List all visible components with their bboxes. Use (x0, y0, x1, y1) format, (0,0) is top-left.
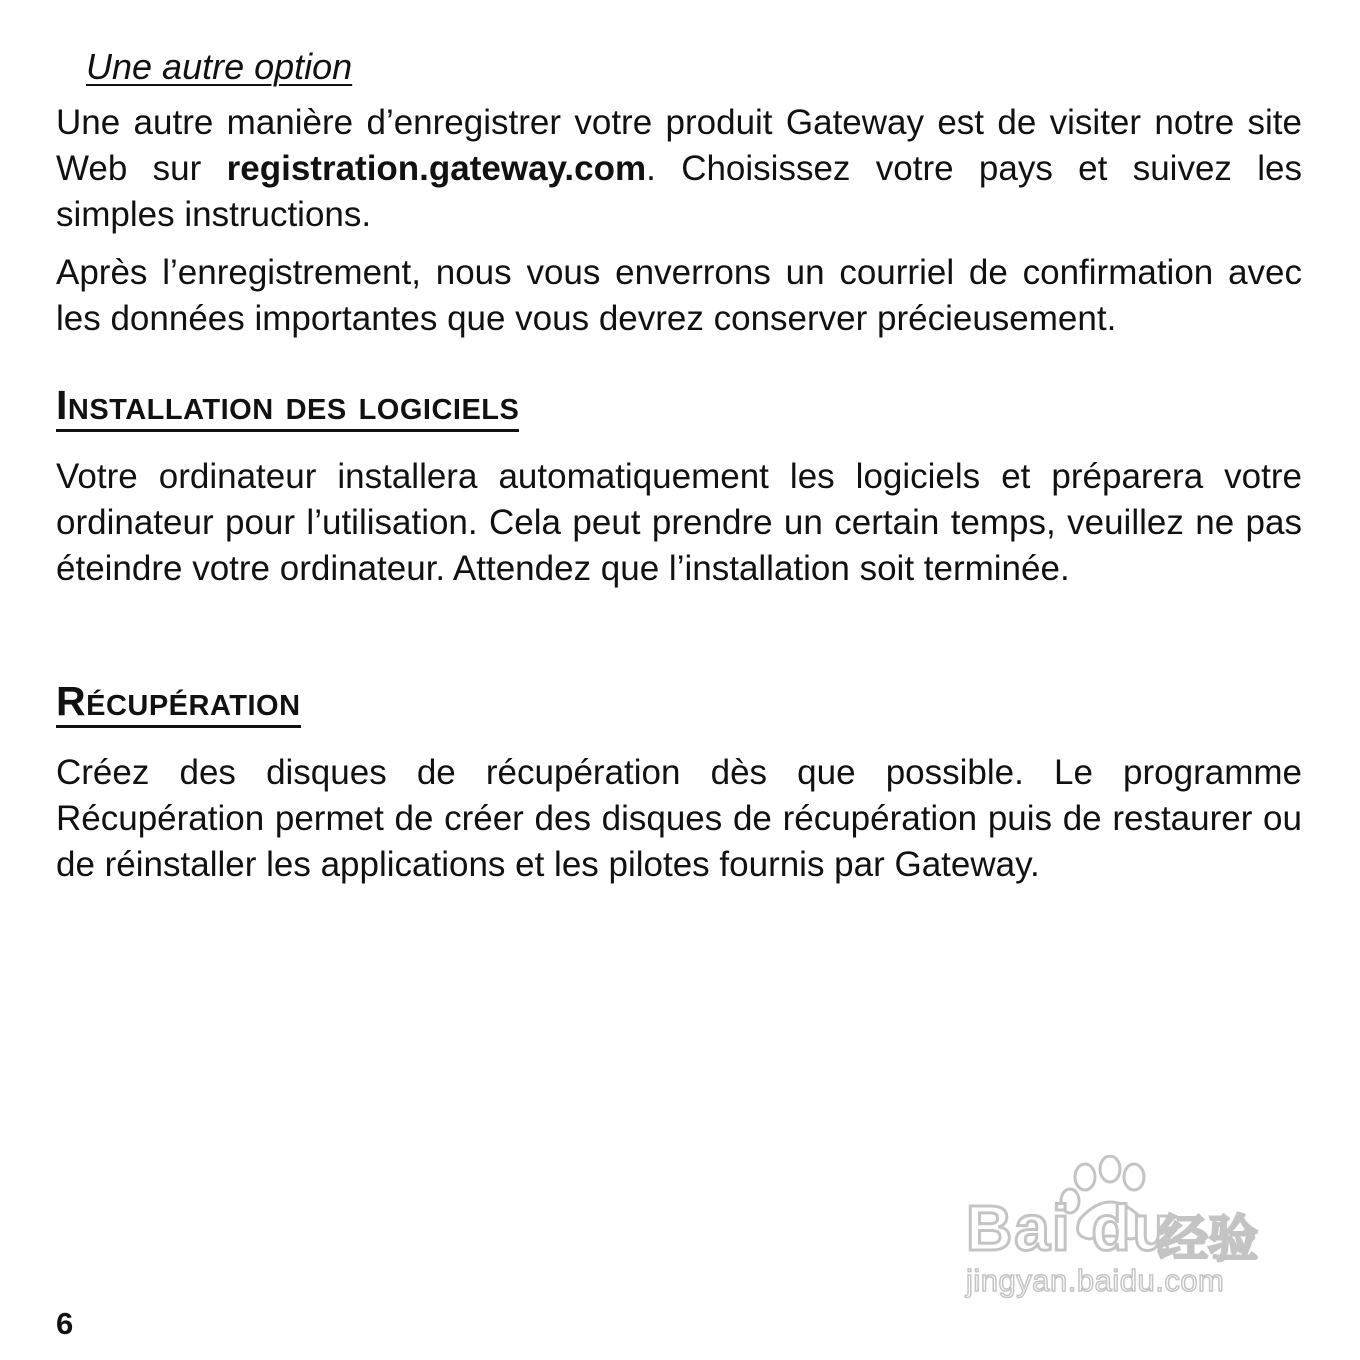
section-title-software-install: Installation des logiciels (56, 382, 519, 432)
registration-text-end: . Choisissez votre pays et suivez les simples instructions. (56, 149, 1302, 234)
option-subheading: Une autre option (86, 46, 353, 87)
page-number: 6 (56, 1306, 74, 1341)
registration-text-start: Une autre manière d’enregistrer votre produit Gateway est de visiter notre site Web sur (56, 103, 1302, 188)
recovery-paragraph: Créez des disques de récupération dès que possible. Le programme Récupération permet de créer des disques de récupération puis de restaurer ou de réinstaller les applications et les pilotes fournis par Gateway. (56, 753, 1302, 884)
watermark-url: jingyan.baidu.com (966, 1263, 1225, 1298)
registration-url: registration.gateway.com (226, 149, 647, 188)
registration-paragraph (56, 100, 1302, 238)
watermark-chinese: 经验 (1158, 1211, 1258, 1267)
baidu-watermark (960, 1155, 1280, 1305)
software-install-paragraph: Votre ordinateur installera automatiquement les logiciels et préparera votre ordinateur pour l’utilisation. Cela peut prendre un certain temps, veuillez ne pas éteindre votre ordinateur. Attendez que l’installation soit terminée. (56, 457, 1302, 588)
confirmation-paragraph: Après l’enregistrement, nous vous enverrons un courriel de confirmation avec les données importantes que vous devrez conserver précieusement. (56, 253, 1302, 338)
section-title-recovery: Récupération (56, 678, 301, 728)
watermark-brand: Bai du (966, 1192, 1174, 1264)
